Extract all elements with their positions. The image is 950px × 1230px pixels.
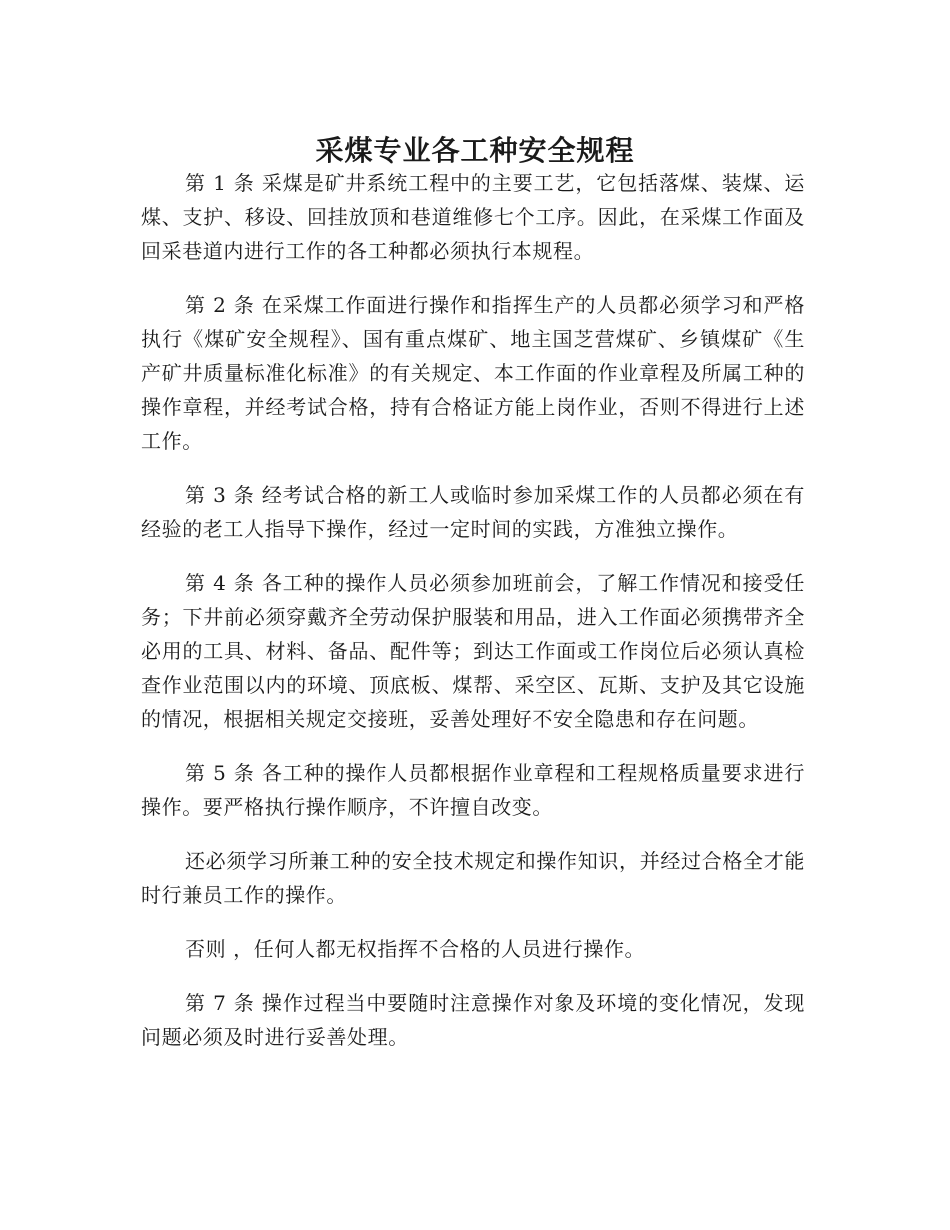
paragraph-article-7: 第 7 条 操作过程当中要随时注意操作对象及环境的变化情况，发现问题必须及时进行妥善处理。 [141, 991, 805, 1049]
document-title: 采煤专业各工种安全规程 [315, 133, 635, 167]
paragraph-article-3: 第 3 条 经考试合格的新工人或临时参加采煤工作的人员都必须在有经验的老工人指导下操作，经过一定时间的实践，方准独立操作。 [141, 483, 805, 541]
paragraph-article-1: 第 1 条 采煤是矿井系统工程中的主要工艺，它包括落煤、装煤、运煤、支护、移设、回挂放顶和巷道维修七个工序。因此，在采煤工作面及回采巷道内进行工作的各工种都必须执行本规程。 [141, 171, 805, 263]
paragraph-article-4: 第 4 条 各工种的操作人员必须参加班前会，了解工作情况和接受任务；下井前必须穿戴齐全劳动保护服装和用品，进入工作面必须携带齐全必用的工具、材料、备品、配件等；到达工作面或工作岗位后必须认真检查作业范围以内的环境、顶底板、煤帮、采空区、瓦斯、支护及其它设施的情况，根据相关规定交接班，妥善处理好不安全隐患和存在问题。 [141, 571, 805, 731]
paragraph-article-2: 第 2 条 在采煤工作面进行操作和指挥生产的人员都必须学习和严格执行《煤矿安全规程》、国有重点煤矿、地主国芝营煤矿、乡镇煤矿《生产矿井质量标准化标准》的有关规定、本工作面的作业章程及所属工种的操作章程，并经考试合格，持有合格证方能上岗作业，否则不得进行上述工作。 [141, 293, 805, 453]
paragraph-otherwise-clause: 否则 ，任何人都无权指挥不合格的人员进行操作。 [185, 937, 646, 961]
document-body [141, 166, 805, 1074]
paragraph-article-5: 第 5 条 各工种的操作人员都根据作业章程和工程规格质量要求进行操作。要严格执行操作顺序，不许擅自改变。 [141, 761, 805, 819]
paragraph-additional-requirement: 还必须学习所兼工种的安全技术规定和操作知识，并经过合格全才能时行兼员工作的操作。 [141, 849, 805, 907]
